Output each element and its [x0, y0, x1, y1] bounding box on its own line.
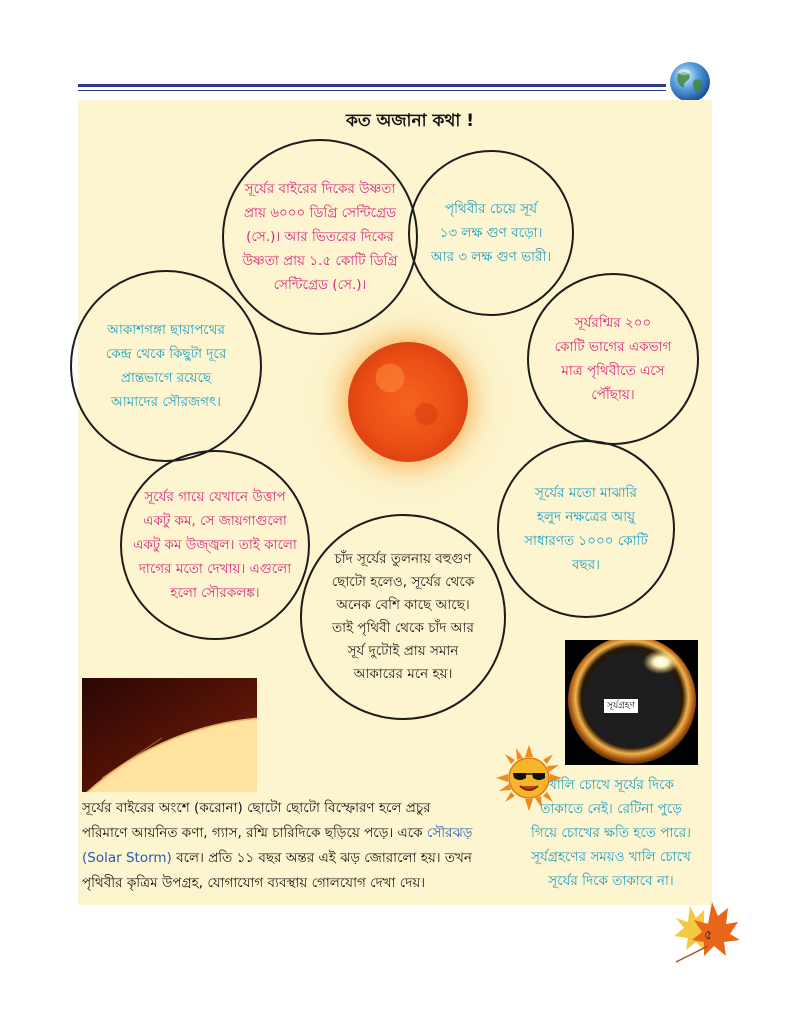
fact-circle-sunlight [527, 273, 699, 445]
page-title: কত অজানা কথা ! [346, 111, 474, 131]
fact-circle-moon [300, 514, 506, 720]
eye-safety-warning [505, 773, 717, 893]
warning-line: তাকাতে নেই। রেটিনা পুড়ে [540, 801, 682, 817]
paragraph-line: পৃথিবীর কৃত্রিম উপগ্রহ, যোগাযোগ ব্যবস্থায় গোলযোগ দেখা দেয়। [82, 875, 426, 891]
fact-line: পৃথিবীর চেয়ে সূর্য [445, 201, 537, 217]
fact-line: সেন্টিগ্রেড (সে.)। [273, 277, 367, 293]
fact-line: হলুদ নক্ষত্রের আয়ু [536, 509, 636, 525]
fact-line: আর ৩ লক্ষ গুণ ভারী। [430, 249, 552, 265]
page-number: ৫ [704, 928, 713, 943]
fact-line: আমাদের সৌরজগৎ। [110, 394, 222, 410]
fact-line: চাঁদ সূর্যের তুলনায় বহুগুণ [334, 551, 472, 567]
fact-line: প্রান্তভাগে রয়েছে [120, 370, 212, 386]
fact-line: সূর্যের বাইরের দিকের উষ্ণতা [244, 181, 396, 197]
fact-line: কেন্দ্র থেকে কিছুটা দূরে [105, 346, 227, 362]
fact-line: আকারের মনে হয়। [353, 666, 453, 682]
header-rule [78, 84, 666, 87]
fact-circle-size [408, 150, 574, 316]
corona-image [82, 678, 257, 792]
fact-line: সূর্য দুটোই প্রায় সমান [347, 643, 459, 659]
fact-line: ছোটো হলেও, সূর্যের থেকে [331, 574, 475, 590]
paragraph-line [82, 821, 507, 846]
fact-circle-temperature [222, 139, 418, 335]
fact-line: বছর। [572, 557, 600, 573]
fact-line: সূর্যরশ্মির ২০০ [574, 315, 652, 331]
fact-line: ১৩ লক্ষ গুণ বড়ো। [439, 225, 543, 241]
fact-line: মাত্র পৃথিবীতে এসে [561, 363, 665, 379]
warning-line: খালি চোখে সূর্যের দিকে [548, 777, 674, 793]
paragraph-text: বলে। প্রতি ১১ বছর অন্তর এই ঝড় জোরালো হয়। তখন [171, 850, 472, 866]
fact-line: সাধারণত ১০০০ কোটি [524, 533, 648, 549]
solar-storm-term-english: (Solar Storm) [82, 850, 172, 866]
globe-icon [668, 60, 712, 104]
fact-circle-galaxy [70, 270, 262, 462]
fact-line: একটু কম, সে জায়গাগুলো [143, 513, 287, 529]
paragraph-text: পরিমাণে আয়নিত কণা, গ্যাস, রশ্মি চারিদিকে ছড়িয়ে পড়ে। একে [82, 825, 427, 841]
fact-line: হলো সৌরকলঙ্ক। [170, 585, 260, 601]
fact-line: অনেক বেশি কাছে আছে। [336, 597, 470, 613]
fact-line: পৌঁছায়। [591, 387, 635, 403]
fact-line: কোটি ভাগের একভাগ [554, 339, 672, 355]
warning-line: গিয়ে চোখের ক্ষতি হতে পারে। [531, 825, 691, 841]
fact-line: সূর্যের গায়ে যেখানে উত্তাপ [144, 489, 286, 505]
fact-line: তাই পৃথিবী থেকে চাঁদ আর [332, 620, 474, 636]
solar-storm-term-bengali: সৌরঝড় [426, 825, 473, 841]
sun-image [348, 342, 468, 462]
paragraph-line: সূর্যের বাইরের অংশে (করোনা) ছোটো ছোটো বিস্ফোরণ হলে প্রচুর [82, 800, 431, 816]
warning-line: সূর্যগ্রহণের সময়ও খালি চোখে [531, 849, 691, 865]
solar-storm-paragraph [82, 796, 507, 896]
paragraph-line [82, 846, 507, 871]
fact-line: একটু কম উজ্জ্বল। তাই কালো [133, 537, 297, 553]
warning-line: সূর্যের দিকে তাকাবে না। [548, 873, 674, 889]
fact-line: (সে.)। আর ভিতরের দিকের [246, 229, 394, 245]
fact-circle-lifespan [497, 440, 675, 618]
fact-line: উষ্ণতা প্রায় ১.৫ কোটি ডিগ্রি [242, 253, 398, 269]
header-rule-thin [78, 90, 666, 91]
fact-line: দাগের মতো দেখায়। এগুলো [138, 561, 292, 577]
eclipse-label: সূর্যগ্রহণ [604, 699, 638, 713]
fact-line: সূর্যের মতো মাঝারি [535, 485, 637, 501]
fact-line: প্রায় ৬০০০ ডিগ্রি সেন্টিগ্রেড [243, 205, 397, 221]
fact-line: আকাশগঙ্গা ছায়াপথের [107, 322, 225, 338]
fact-circle-sunspots [120, 450, 310, 640]
